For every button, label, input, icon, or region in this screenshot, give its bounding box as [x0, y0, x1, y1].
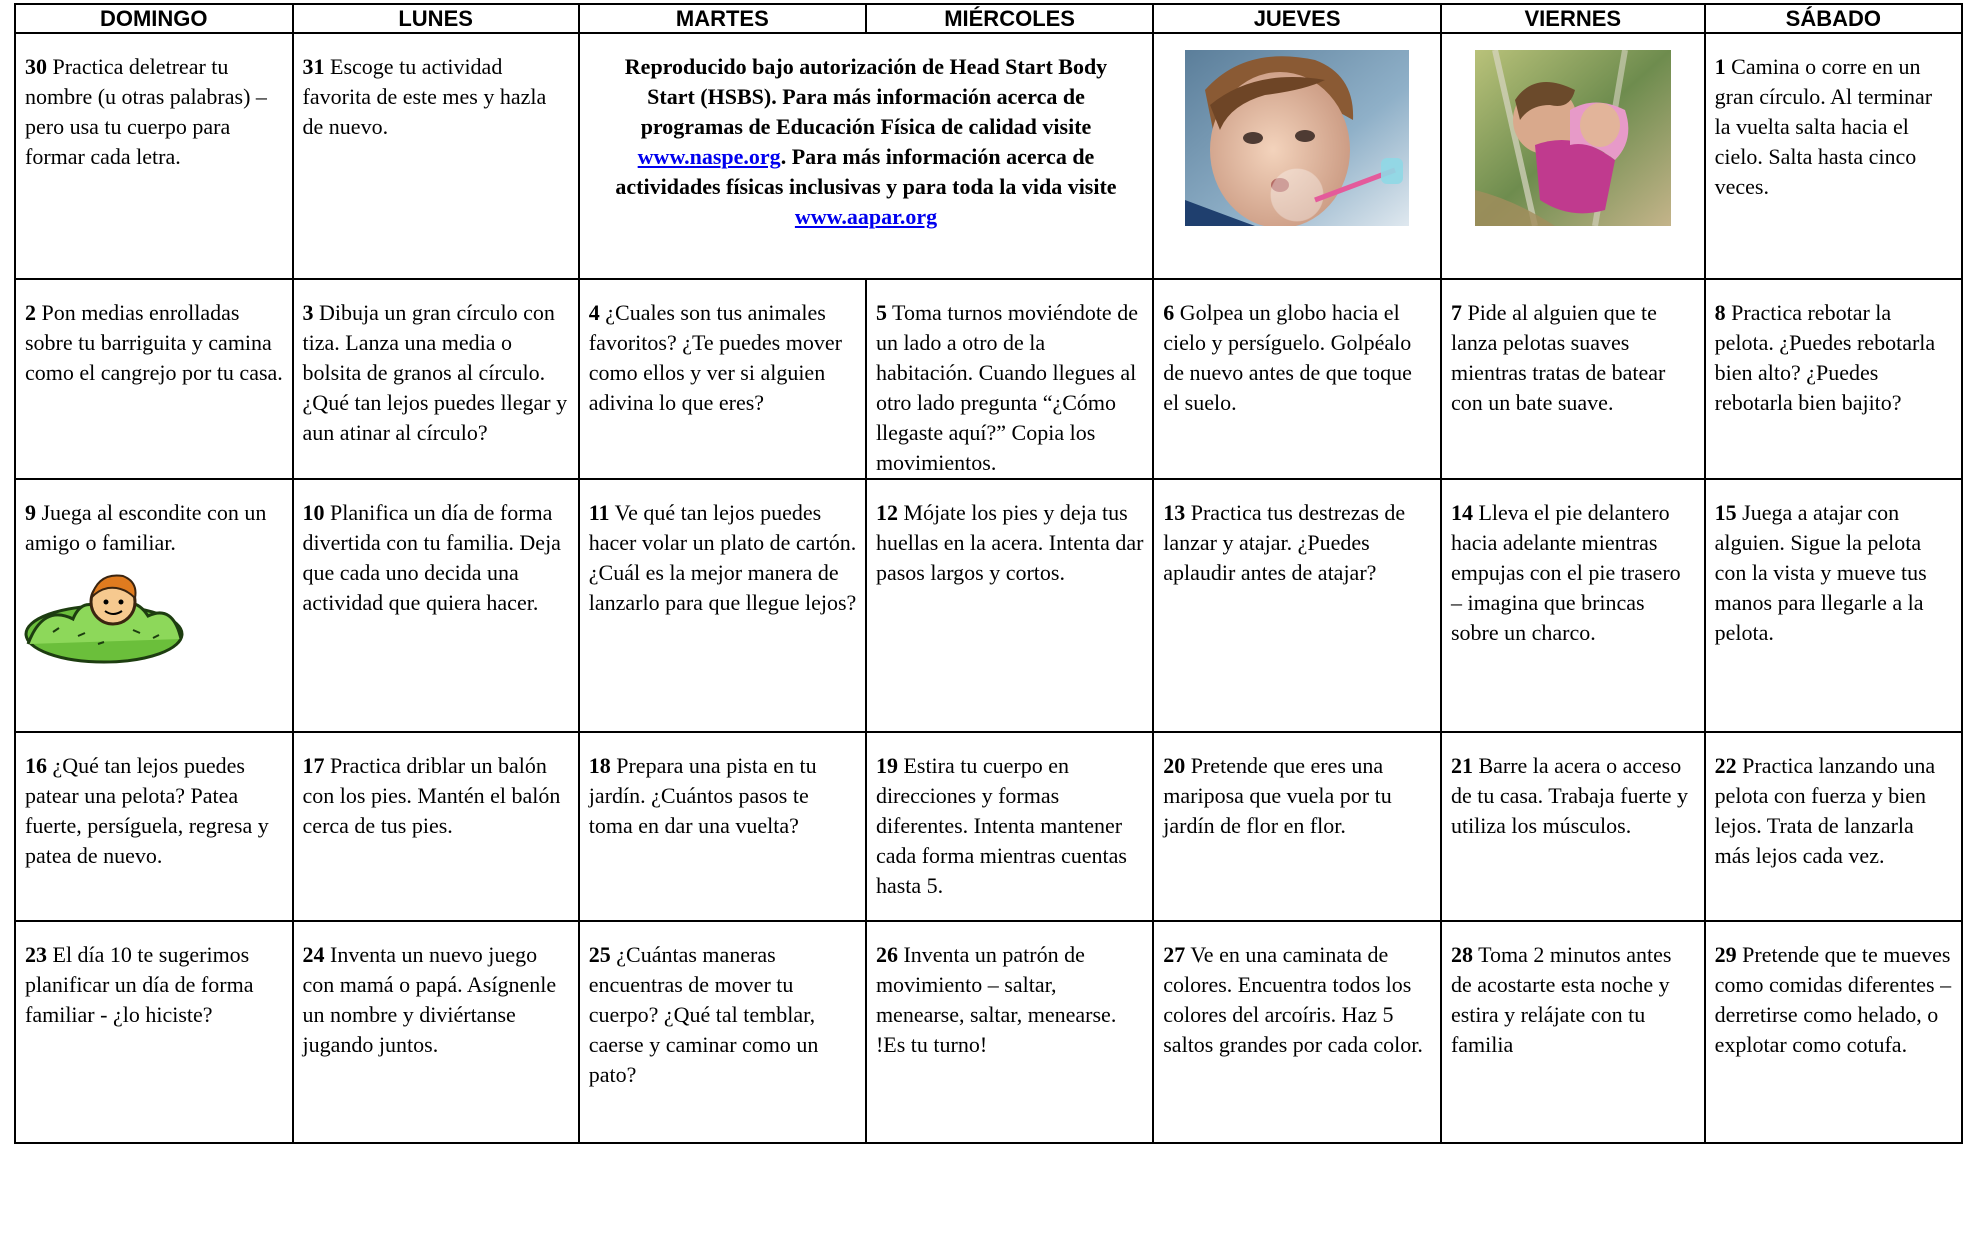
day-number: 19	[875, 753, 898, 778]
day-cell-19	[866, 732, 1153, 921]
day-number: 11	[588, 500, 610, 525]
day-number: 22	[1714, 753, 1737, 778]
child-hiding-in-bush-clipart	[23, 564, 185, 664]
day-activity: Lleva el pie delantero hacia adelante mientras empujas con el pie trasero – imagina que brincas sobre un charco.	[1450, 500, 1681, 645]
day-number: 12	[875, 500, 898, 525]
day-number: 10	[302, 500, 325, 525]
day-cell-15	[1705, 479, 1962, 732]
day-cell-16	[15, 732, 293, 921]
copyright-notice-cell	[579, 33, 1154, 279]
day-activity: ¿Cuántas maneras encuentras de mover tu cuerpo? ¿Qué tal temblar, caerse y caminar como un pato?	[588, 942, 819, 1087]
day-activity: El día 10 te sugerimos planificar un día de forma familiar - ¿lo hiciste?	[25, 942, 254, 1027]
day-number: 13	[1163, 500, 1186, 525]
day-activity: Dibuja un gran círculo con tiza. Lanza una media o bolsita de granos al círculo. ¿Qué tan lejos puedes llegar y aun atinar al círculo?	[302, 300, 568, 445]
day-header-tuesday: MARTES	[579, 4, 866, 33]
day-header-friday: VIERNES	[1441, 4, 1705, 33]
day-number: 27	[1163, 942, 1186, 967]
aapar-link[interactable]: www.aapar.org	[794, 204, 938, 229]
day-number: 21	[1450, 753, 1473, 778]
day-cell-20	[1153, 732, 1441, 921]
day-number: 24	[302, 942, 325, 967]
day-number: 31	[302, 54, 325, 79]
day-activity: Ve en una caminata de colores. Encuentra todos los colores del arcoíris. Haz 5 saltos grandes por cada color.	[1163, 942, 1423, 1057]
day-header-saturday: SÁBADO	[1705, 4, 1962, 33]
day-number: 25	[588, 942, 611, 967]
day-cell-8	[1705, 279, 1962, 479]
day-activity: Ve qué tan lejos puedes hacer volar un plato de cartón. ¿Cuál es la mejor manera de lanzarlo para que llegue lejos?	[588, 500, 857, 615]
day-cell-28	[1441, 921, 1705, 1143]
day-number: 8	[1714, 300, 1726, 325]
day-activity: Toma 2 minutos antes de acostarte esta noche y estira y relájate con tu familia	[1450, 942, 1672, 1057]
day-cell-17	[293, 732, 579, 921]
day-cell-29	[1705, 921, 1962, 1143]
day-cell-12	[866, 479, 1153, 732]
week-row-1	[15, 33, 1962, 279]
day-cell-26	[866, 921, 1153, 1143]
child-blowing-bubbles-photo	[1185, 50, 1409, 226]
day-cell-24	[293, 921, 579, 1143]
day-number: 4	[588, 300, 600, 325]
day-number: 14	[1450, 500, 1473, 525]
photo-cell-bubbles	[1153, 33, 1441, 279]
day-activity: Practica rebotar la pelota. ¿Puedes rebotarla bien alto? ¿Puedes rebotarla bien bajito?	[1714, 300, 1936, 415]
day-activity: Practica tus destrezas de lanzar y atajar. ¿Puedes aplaudir antes de atajar?	[1163, 500, 1406, 585]
day-cell-5	[866, 279, 1153, 479]
day-cell-23	[15, 921, 293, 1143]
day-cell-27	[1153, 921, 1441, 1143]
day-cell-6	[1153, 279, 1441, 479]
week-row-4	[15, 732, 1962, 921]
day-cell-21	[1441, 732, 1705, 921]
day-number: 28	[1450, 942, 1473, 967]
day-activity: Pide al alguien que te lanza pelotas suaves mientras tratas de batear con un bate suave.	[1450, 300, 1666, 415]
week-row-3	[15, 479, 1962, 732]
day-cell-9	[15, 479, 293, 732]
weekday-header-row	[15, 4, 1962, 33]
day-activity: Practica lanzando una pelota con fuerza y bien lejos. Trata de lanzarla más lejos cada vez.	[1714, 753, 1936, 868]
day-number: 3	[302, 300, 314, 325]
day-cell-30	[15, 33, 293, 279]
photo-cell-swing	[1441, 33, 1705, 279]
day-number: 18	[588, 753, 611, 778]
day-header-monday: LUNES	[293, 4, 579, 33]
day-activity: Barre la acera o acceso de tu casa. Trabaja fuerte y utiliza los músculos.	[1450, 753, 1688, 838]
day-number: 15	[1714, 500, 1737, 525]
day-number: 16	[25, 753, 47, 778]
day-activity: ¿Cuales son tus animales favoritos? ¿Te puedes mover como ellos y ver si alguien adivina lo que eres?	[588, 300, 842, 415]
day-activity: Juega al escondite con un amigo o familiar.	[25, 500, 267, 555]
day-cell-7	[1441, 279, 1705, 479]
day-activity: Pretende que eres una mariposa que vuela por tu jardín de flor en flor.	[1163, 753, 1392, 838]
day-activity: Juega a atajar con alguien. Sigue la pelota con la vista y mueve tus manos para llegarle a la pelota.	[1714, 500, 1927, 645]
week-row-2	[15, 279, 1962, 479]
day-activity: Golpea un globo hacia el cielo y persíguelo. Golpéalo de nuevo antes de que toque el suelo.	[1163, 300, 1412, 415]
day-activity: Inventa un nuevo juego con mamá o papá. Asígnenle un nombre y diviértanse jugando juntos.	[302, 942, 557, 1057]
child-on-swing-photo	[1475, 50, 1671, 226]
day-activity: Estira tu cuerpo en direcciones y formas diferentes. Intenta mantener cada forma mientras cuentas hasta 5.	[875, 753, 1127, 898]
day-activity: Planifica un día de forma divertida con tu familia. Deja que cada uno decida una actividad que quiera hacer.	[302, 500, 561, 615]
day-cell-10	[293, 479, 579, 732]
day-number: 26	[875, 942, 898, 967]
day-cell-14	[1441, 479, 1705, 732]
day-cell-11	[579, 479, 866, 732]
day-number: 20	[1163, 753, 1186, 778]
day-number: 17	[302, 753, 325, 778]
day-cell-2	[15, 279, 293, 479]
day-cell-31	[293, 33, 579, 279]
day-number: 7	[1450, 300, 1462, 325]
day-number: 23	[25, 942, 47, 967]
day-cell-4	[579, 279, 866, 479]
day-cell-25	[579, 921, 866, 1143]
day-cell-13	[1153, 479, 1441, 732]
day-number: 30	[25, 54, 47, 79]
day-number: 9	[25, 500, 36, 525]
week-row-5	[15, 921, 1962, 1143]
copyright-notice: Reproducido bajo autorización de Head Start Body Start (HSBS). Para más información acerca de programas de Educación Física de calidad visite www.naspe.org. Para más información acerca de actividades físicas inclusivas y para toda la vida visite www.aapar.org	[615, 54, 1117, 229]
day-activity: Practica driblar un balón con los pies. Mantén el balón cerca de tus pies.	[302, 753, 561, 838]
day-activity: Escoge tu actividad favorita de este mes y hazla de nuevo.	[302, 54, 547, 139]
day-number: 5	[875, 300, 887, 325]
day-activity: Mójate los pies y deja tus huellas en la acera. Intenta dar pasos largos y cortos.	[875, 500, 1144, 585]
day-activity: Pon medias enrolladas sobre tu barriguita y camina como el cangrejo por tu casa.	[25, 300, 283, 385]
day-activity: Pretende que te mueves como comidas diferentes – derretirse como helado, o explotar como cotufa.	[1714, 942, 1952, 1057]
day-header-thursday: JUEVES	[1153, 4, 1441, 33]
day-cell-3	[293, 279, 579, 479]
day-activity: Camina o corre en un gran círculo. Al terminar la vuelta salta hacia el cielo. Salta hasta cinco veces.	[1714, 54, 1933, 199]
activity-calendar	[14, 3, 1963, 1144]
day-number: 6	[1163, 300, 1175, 325]
day-cell-22	[1705, 732, 1962, 921]
day-activity: Practica deletrear tu nombre (u otras palabras) – pero usa tu cuerpo para formar cada letra.	[25, 54, 267, 169]
day-cell-18	[579, 732, 866, 921]
day-number: 2	[25, 300, 36, 325]
day-cell-1	[1705, 33, 1962, 279]
day-number: 29	[1714, 942, 1737, 967]
day-activity: Inventa un patrón de movimiento – saltar, menearse, saltar, menearse. !Es tu turno!	[875, 942, 1117, 1057]
day-number: 1	[1714, 54, 1726, 79]
day-header-sunday: DOMINGO	[15, 4, 293, 33]
day-header-wednesday: MIÉRCOLES	[866, 4, 1153, 33]
day-activity: Toma turnos moviéndote de un lado a otro de la habitación. Cuando llegues al otro lado pregunta “¿Cómo llegaste aquí?” Copia los movimientos.	[875, 300, 1138, 475]
day-activity: ¿Qué tan lejos puedes patear una pelota? Patea fuerte, persíguela, regresa y patea de nuevo.	[25, 753, 269, 868]
day-activity: Prepara una pista en tu jardín. ¿Cuántos pasos te toma en dar una vuelta?	[588, 753, 817, 838]
naspe-link[interactable]: www.naspe.org	[637, 144, 781, 169]
